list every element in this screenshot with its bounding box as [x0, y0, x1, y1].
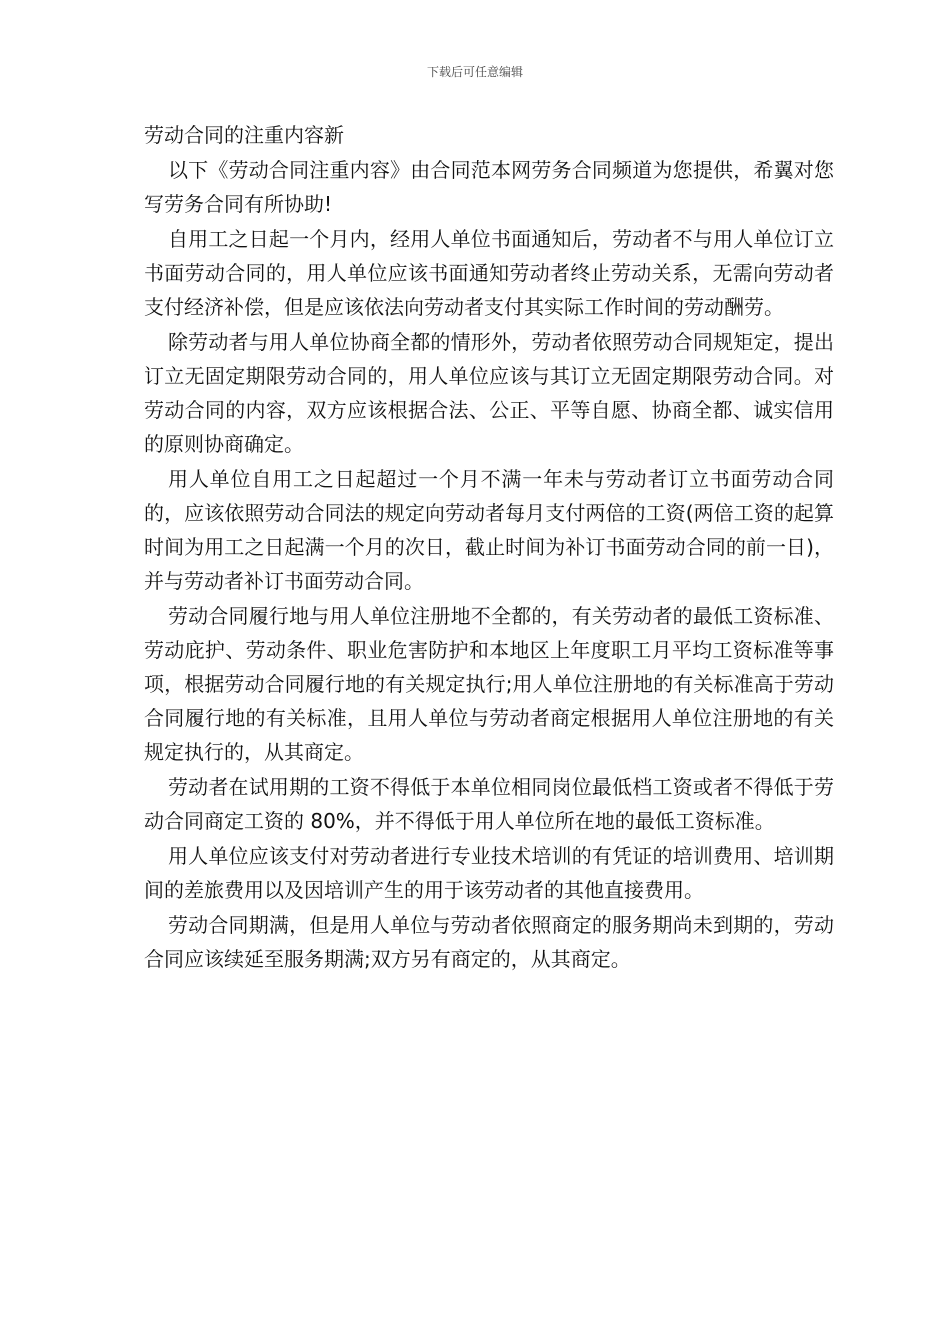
paragraph: 用人单位应该支付对劳动者进行专业技术培训的有凭证的培训费用、培训期间的差旅费用以及因培训产生的用于该劳动者的其他直接费用。 — [144, 844, 834, 902]
document-title: 劳动合同的注重内容新 — [144, 123, 344, 147]
paragraph: 劳动合同期满，但是用人单位与劳动者依照商定的服务期尚未到期的，劳动合同应该续延至服务期满;双方另有商定的，从其商定。 — [144, 913, 834, 971]
paragraph: 用人单位自用工之日起超过一个月不满一年未与劳动者订立书面劳动合同的，应该依照劳动合同法的规定向劳动者每月支付两倍的工资(两倍工资的起算时间为用工之日起满一个月的次日，截止时间为补订书面劳动合同的前一日)，并与劳动者补订书面劳动合同。 — [144, 467, 834, 593]
page-header: 下载后可任意编辑 — [426, 65, 523, 79]
paragraph: 劳动者在试用期的工资不得低于本单位相同岗位最低档工资或者不得低于劳动合同商定工资的 80%，并不得低于用人单位所在地的最低工资标准。 — [144, 775, 834, 833]
paragraph: 以下《劳动合同注重内容》由合同范本网劳务合同频道为您提供，希翼对您写劳务合同有所协助! — [144, 158, 834, 216]
paragraph: 除劳动者与用人单位协商全都的情形外，劳动者依照劳动合同规矩定，提出订立无固定期限劳动合同的，用人单位应该与其订立无固定期限劳动合同。对劳动合同的内容，双方应该根据合法、公正、平等自愿、协商全都、诚实信用的原则协商确定。 — [144, 330, 834, 456]
paragraph: 自用工之日起一个月内，经用人单位书面通知后，劳动者不与用人单位订立书面劳动合同的，用人单位应该书面通知劳动者终止劳动关系，无需向劳动者支付经济补偿，但是应该依法向劳动者支付其实际工作时间的劳动酬劳。 — [144, 227, 834, 319]
paragraph: 劳动合同履行地与用人单位注册地不全都的，有关劳动者的最低工资标准、劳动庇护、劳动条件、职业危害防护和本地区上年度职工月平均工资标准等事项，根据劳动合同履行地的有关规定执行;用人单位注册地的有关标准高于劳动合同履行地的有关标准，且用人单位与劳动者商定根据用人单位注册地的有关规定执行的，从其商定。 — [144, 604, 834, 764]
document-body — [144, 118, 834, 977]
